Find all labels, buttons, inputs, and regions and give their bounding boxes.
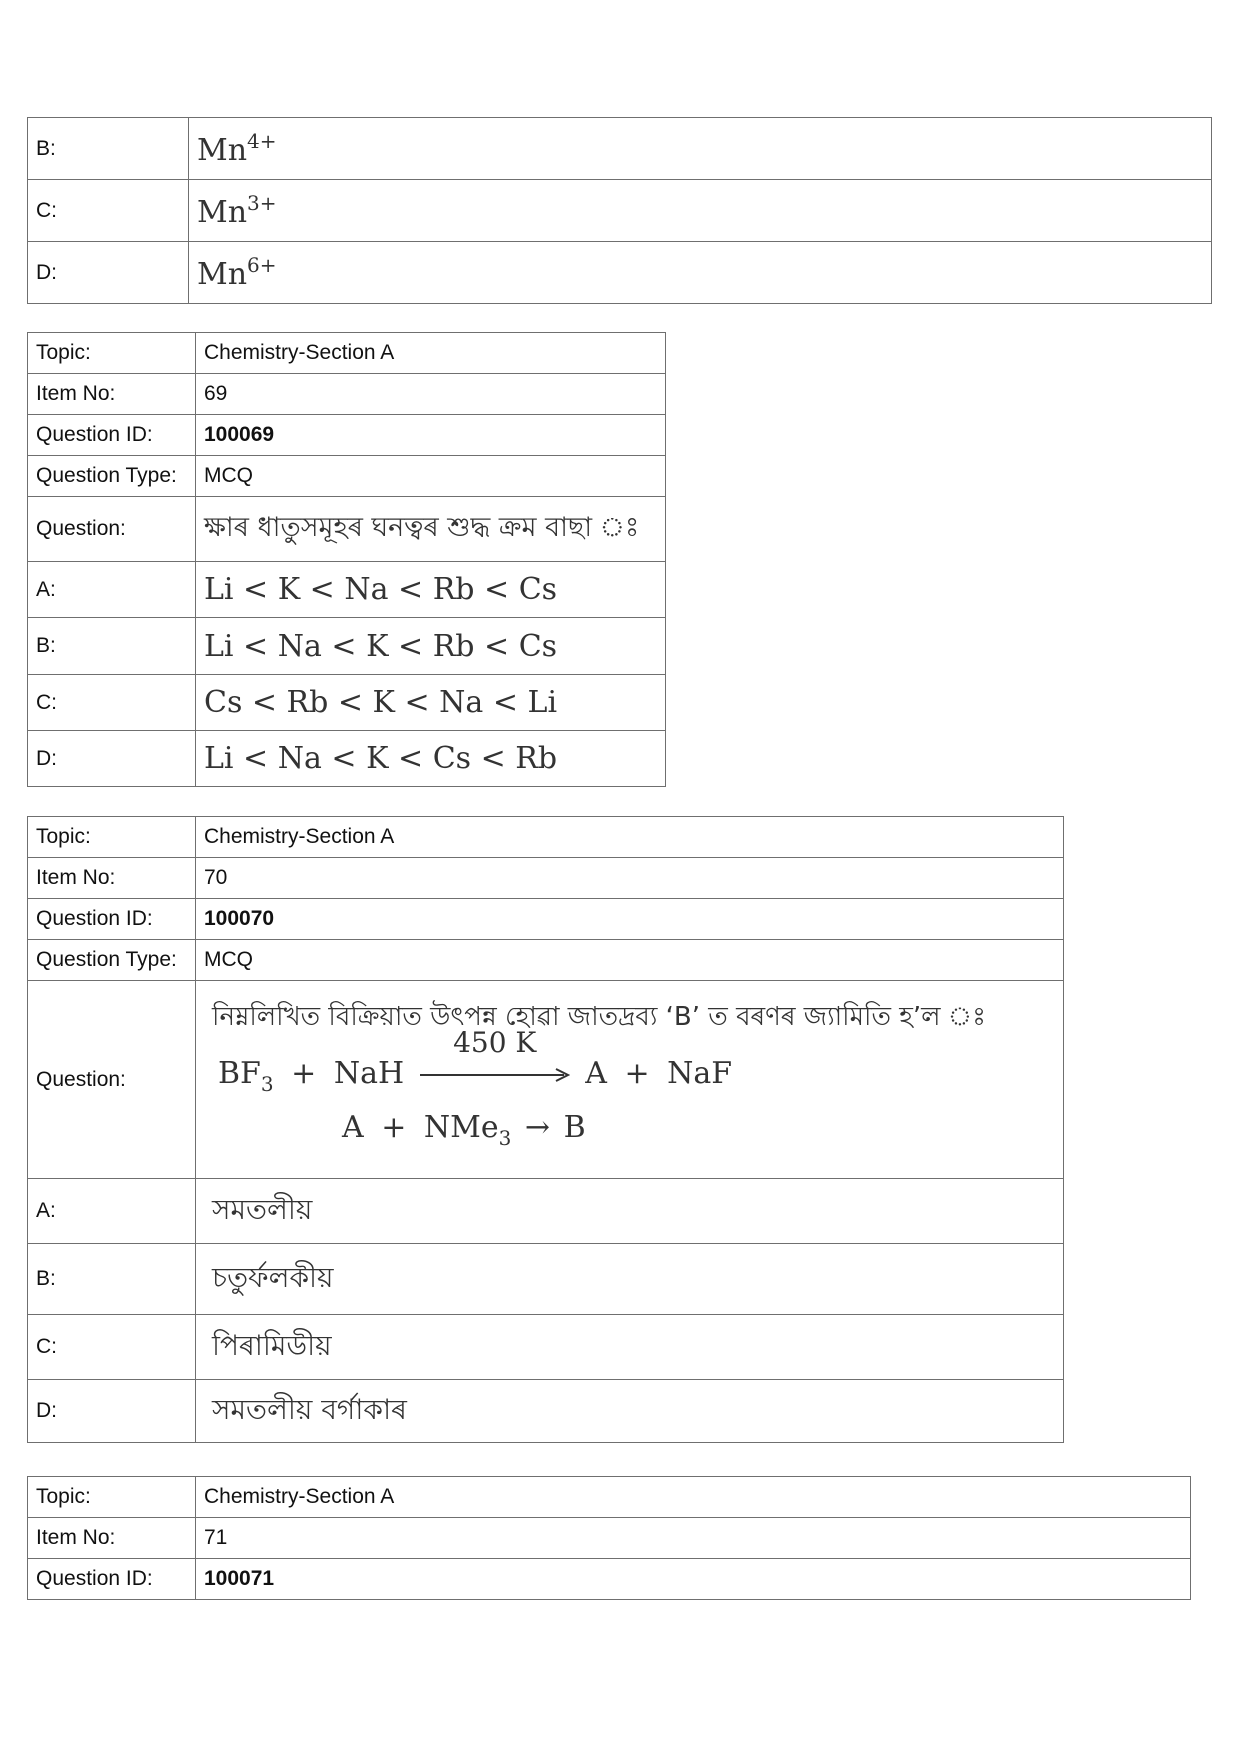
question-text-content: ক্ষাৰ ধাতুসমূহৰ ঘনত্বৰ শুদ্ধ ক্ৰম বাছা ঃ [204,511,640,543]
option-label: D: [28,731,196,787]
ion-base: Mn [197,257,248,292]
topic-value: Chemistry-Section A [196,333,666,374]
question-71-table [27,1476,1191,1600]
reaction-equation-1 [212,1025,1055,1110]
plus-sign: + [624,1055,650,1091]
option-label: D: [28,242,189,304]
option-value [196,1315,1064,1380]
option-value [196,1244,1064,1315]
option-row [28,118,1212,180]
topic-label: Topic: [28,817,196,858]
reaction-equation-2 [212,1110,1055,1164]
reaction-arrow [420,1025,570,1090]
plus-sign: + [291,1055,317,1091]
option-a-text: Li < K < Na < Rb < Cs [204,572,558,607]
item-no-value: 69 [196,374,666,415]
option-label: B: [28,618,196,675]
option-label: D: [28,1380,196,1443]
question-type-value: MCQ [196,940,1064,981]
nme-subscript: 3 [498,1125,512,1150]
option-label: C: [28,180,189,242]
reactant-a: A [342,1109,364,1145]
option-label: B: [28,1244,196,1315]
option-c-text: পিৰামিডীয় [212,1328,332,1362]
option-c-text: Cs < Rb < K < Na < Li [204,685,558,720]
item-no-value: 70 [196,858,1064,899]
option-value [189,180,1212,242]
ion-base: Mn [197,195,248,230]
question-text-content: নিম্নলিখিত বিক্ৰিয়াত উৎপন্ন হোৱা জাতদ্ৰব্য ‘B’ ত বৰণৰ জ্যামিতি হ’ল ঃ [212,1001,986,1032]
option-value [196,562,666,618]
question-69-table [27,332,666,787]
prev-question-options-table [27,117,1212,304]
plus-sign: + [381,1109,407,1145]
option-a-text: সমতলীয় [212,1192,313,1226]
product-b: B [563,1109,586,1145]
question-label: Question: [28,981,196,1179]
arrow-icon [420,1068,570,1082]
topic-label: Topic: [28,1477,196,1518]
ion-base: Mn [197,133,248,168]
question-id-label: Question ID: [28,1559,196,1600]
option-value [196,1179,1064,1244]
item-no-label: Item No: [28,1518,196,1559]
option-row [28,242,1212,304]
reactant-nme3 [423,1109,512,1150]
option-label: C: [28,1315,196,1380]
reaction-condition: 450 K [453,1025,537,1059]
question-id-value: 100071 [196,1559,1191,1600]
item-no-label: Item No: [28,858,196,899]
option-value [196,731,666,787]
question-text [196,981,1064,1179]
option-value [189,242,1212,304]
ion-charge: 3+ [247,191,277,215]
bf-subscript: 3 [260,1071,274,1096]
ion-charge: 4+ [247,129,277,153]
question-text [196,497,666,562]
option-label: B: [28,118,189,180]
topic-value: Chemistry-Section A [196,817,1064,858]
reactant-bf3 [218,1055,274,1096]
ion-charge: 6+ [247,253,277,277]
question-id-value: 100070 [196,899,1064,940]
nme-text: NMe [423,1109,499,1145]
option-row [28,180,1212,242]
option-label: A: [28,562,196,618]
product-a: A [585,1055,607,1091]
option-label: C: [28,675,196,731]
item-no-value: 71 [196,1518,1191,1559]
question-type-value: MCQ [196,456,666,497]
topic-label: Topic: [28,333,196,374]
question-id-value: 100069 [196,415,666,456]
bf-text: BF [218,1055,261,1091]
topic-value: Chemistry-Section A [196,1477,1191,1518]
reaction-arrow-2: → [524,1109,551,1145]
question-type-label: Question Type: [28,456,196,497]
option-d-text: সমতলীয় বৰ্গাকাৰ [212,1392,407,1426]
option-value [196,618,666,675]
product-naf: NaF [667,1055,733,1091]
option-value [196,675,666,731]
question-label: Question: [28,497,196,562]
reactant-nah: NaH [333,1055,405,1091]
option-b-text: চতুৰ্ফলকীয় [212,1260,334,1294]
option-value [189,118,1212,180]
question-id-label: Question ID: [28,415,196,456]
item-no-label: Item No: [28,374,196,415]
option-value [196,1380,1064,1443]
option-label: A: [28,1179,196,1244]
option-b-text: Li < Na < K < Rb < Cs [204,628,558,664]
question-70-table [27,816,1064,1443]
option-d-text: Li < Na < K < Cs < Rb [204,741,558,776]
question-type-label: Question Type: [28,940,196,981]
question-id-label: Question ID: [28,899,196,940]
